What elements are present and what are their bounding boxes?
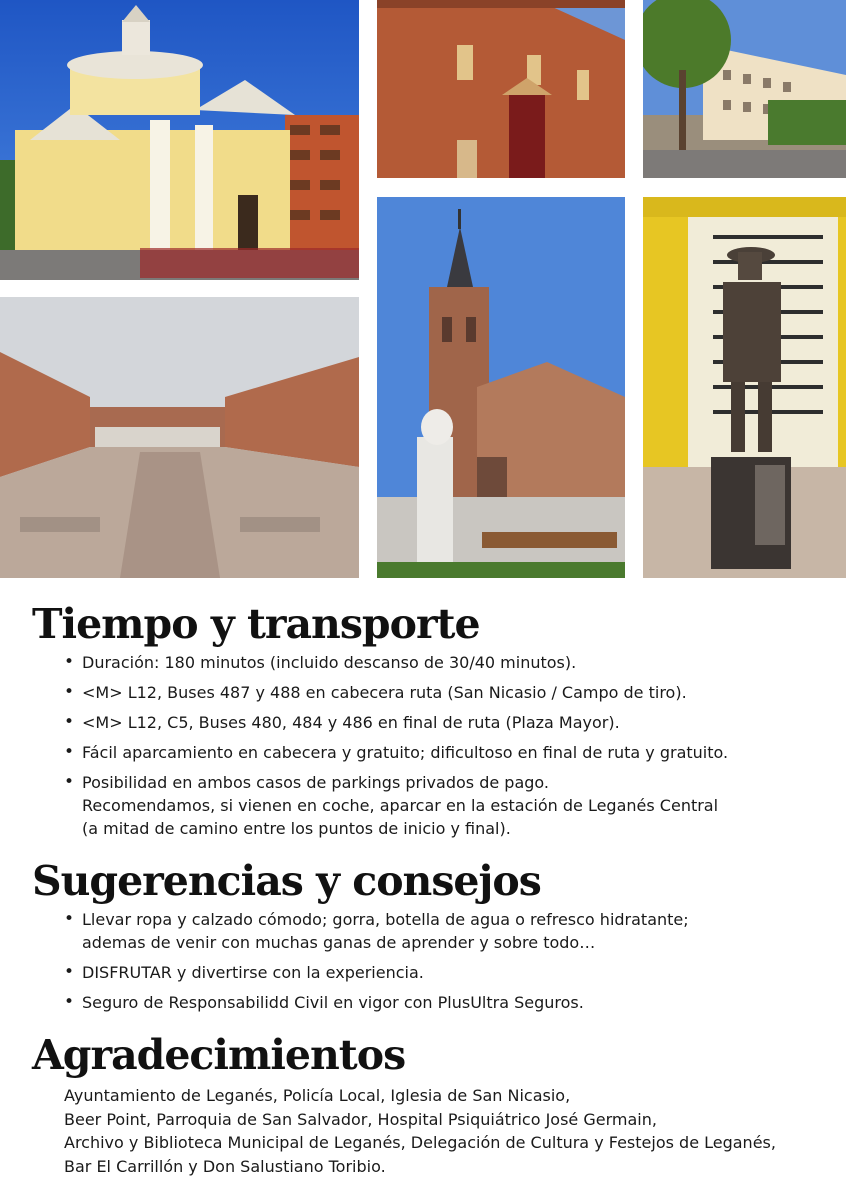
tips-item-clothing: • Llevar ropa y calzado cómodo; gorra, botella de agua o refresco hidratante; ademas de venir con muchas ganas de aprender y sobre todo… [62,908,832,954]
thanks-heading: Agradecimientos [32,1031,406,1079]
transport-heading: Tiempo y transporte [32,600,480,648]
photo-plaza-mayor [0,297,359,578]
tips-heading: Sugerencias y consejos [32,857,541,905]
thanks-text: Ayuntamiento de Leganés, Policía Local, Iglesia de San Nicasio, Beer Point, Parroquia de San Salvador, Hospital Psiquiátrico José Germain, Archivo y Biblioteca Municipal de Leganés, Delegación de Cultura y Festejos de Leganés, Bar El Carrillón y Don Salustiano Toribio. [64,1086,776,1176]
transport-item-end-route: • <M> L12, C5, Buses 480, 484 y 486 en final de ruta (Plaza Mayor). [62,711,832,734]
photo-white-chapel [0,0,359,280]
transport-list [32,651,832,840]
transport-section [32,601,832,847]
photo-hospital-building [643,0,846,178]
tips-item-enjoy: • DISFRUTAR y divertirse con la experiencia. [62,961,832,984]
transport-item-start-route: • <M> L12, Buses 487 y 488 en cabecera ruta (San Nicasio / Campo de tiro). [62,681,832,704]
photo-brick-building [377,0,625,178]
tips-section [32,858,832,1021]
transport-item-duration: • Duración: 180 minutos (incluido descanso de 30/40 minutos). [62,651,832,674]
transport-item-parking: • Fácil aparcamiento en cabecera y gratuito; dificultoso en final de ruta y gratuito. [62,741,832,764]
thanks-section [32,1032,832,1178]
tips-item-insurance: • Seguro de Responsabilidd Civil en vigor con PlusUltra Seguros. [62,991,832,1014]
transport-item-private-parking: • Posibilidad en ambos casos de parkings privados de pago. Recomendamos, si vienen en coche, aparcar en la estación de Leganés Central (a mitad de camino entre los puntos de inicio y final). [62,771,832,840]
photo-church-tower [377,197,625,578]
tips-list [32,908,832,1014]
photo-bronze-statue [643,197,846,578]
